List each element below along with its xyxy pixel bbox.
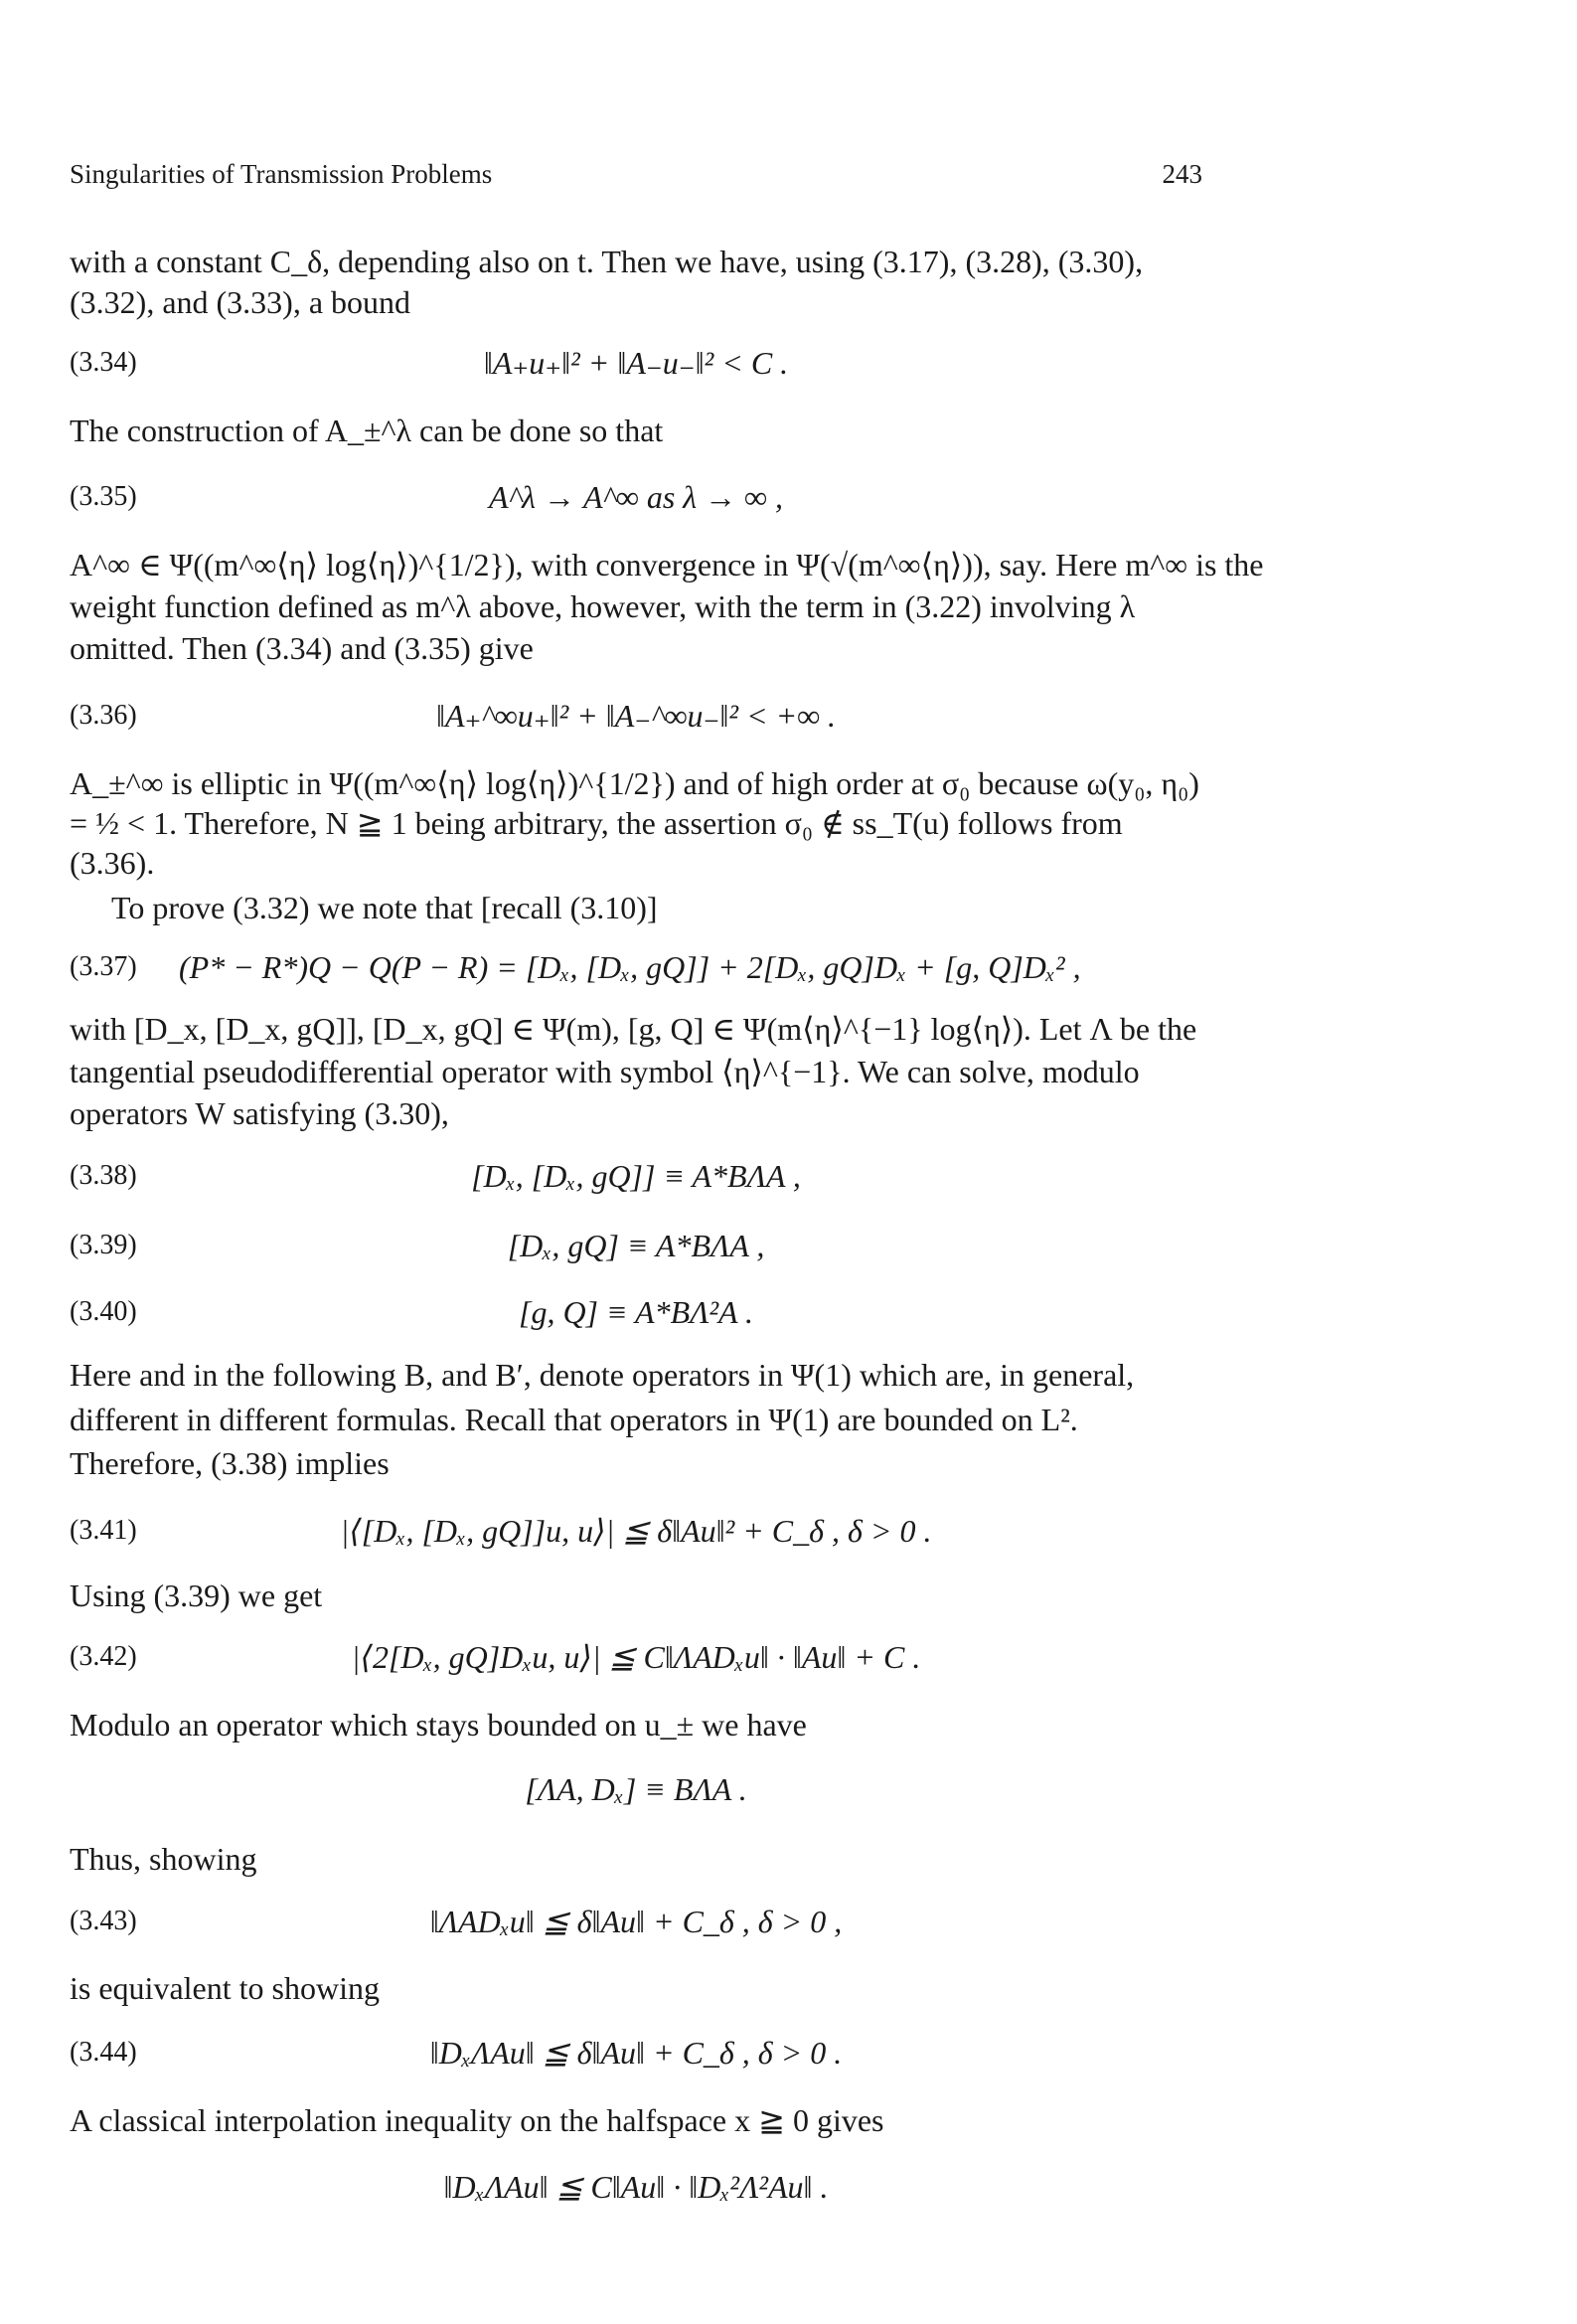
equation-expression: ‖DₓΛAu‖ ≦ C‖Au‖ · ‖Dₓ²Λ²Au‖ . [443, 2169, 829, 2205]
equation-number: (3.37) [70, 951, 137, 982]
text-line: (3.36). [70, 845, 155, 881]
text-line: (3.32), and (3.33), a bound [70, 284, 411, 320]
text-line: Using (3.39) we get [70, 1577, 323, 1613]
equation-number: (3.40) [70, 1296, 137, 1327]
text-line: A classical interpolation inequality on the halfspace x ≧ 0 gives [70, 2102, 884, 2138]
equation-number: (3.43) [70, 1906, 137, 1936]
equation-expression: ‖A₊u₊‖² + ‖A₋u₋‖² < C . [483, 345, 789, 381]
equation-3-37 [70, 947, 1202, 987]
equation-expression: ‖ΛADₓu‖ ≦ δ‖Au‖ + C_δ , δ > 0 , [429, 1904, 843, 1939]
equation-expression: (P* − R*)Q − Q(P − R) = [Dₓ, [Dₓ, gQ]] + 2[Dₓ, gQ]Dₓ + [g, Q]Dₓ² , [179, 949, 1081, 985]
text-line: Modulo an operator which stays bounded on u_± we have [70, 1707, 807, 1743]
text-line: omitted. Then (3.34) and (3.35) give [70, 630, 534, 666]
equation-3-36 [70, 696, 1202, 736]
text-line: operators W satisfying (3.30), [70, 1095, 449, 1131]
equation-3-42 [70, 1637, 1202, 1677]
equation-3-40 [70, 1292, 1202, 1332]
equation-number: (3.39) [70, 1230, 137, 1260]
equation-expression: |⟨2[Dₓ, gQ]Dₓu, u⟩| ≦ C‖ΛADₓu‖ · ‖Au‖ + C . [351, 1639, 921, 1675]
equation-3-39 [70, 1226, 1202, 1265]
equation-expression: ‖A₊^∞u₊‖² + ‖A₋^∞u₋‖² < +∞ . [436, 698, 836, 734]
page-number: 243 [1162, 159, 1202, 189]
equation-expression: A^λ → A^∞ as λ → ∞ , [489, 479, 783, 515]
text-line: The construction of A_±^λ can be done so that [70, 413, 664, 448]
text-line: with [D_x, [D_x, gQ]], [D_x, gQ] ∈ Ψ(m), [g, Q] ∈ Ψ(m⟨η⟩^{−1} log⟨η⟩). Let Λ be the [70, 1011, 1197, 1047]
text-line: weight function defined as m^λ above, however, with the term in (3.22) involving λ [70, 588, 1136, 624]
equation-expression: |⟨[Dₓ, [Dₓ, gQ]]u, u⟩| ≦ δ‖Au‖² + C_δ , δ > 0 . [340, 1513, 932, 1549]
equation-3-41 [70, 1511, 1202, 1551]
equation-number: (3.38) [70, 1160, 137, 1191]
text-line: To prove (3.32) we note that [recall (3.10)] [111, 890, 658, 925]
text-line: A^∞ ∈ Ψ((m^∞⟨η⟩ log⟨η⟩)^{1/2}), with convergence in Ψ(√(m^∞⟨η⟩)), say. Here m^∞ is the [70, 547, 1264, 582]
equation-3-43 [70, 1902, 1202, 1941]
equation-number: (3.44) [70, 2037, 137, 2068]
equation-number: (3.35) [70, 481, 137, 512]
equation-number: (3.42) [70, 1641, 137, 1672]
equation-expression: ‖DₓΛAu‖ ≦ δ‖Au‖ + C_δ , δ > 0 . [429, 2035, 843, 2071]
text-line: different in different formulas. Recall that operators in Ψ(1) are bounded on L². [70, 1402, 1078, 1437]
equation-3-34 [70, 343, 1202, 383]
text-line: = ½ < 1. Therefore, N ≧ 1 being arbitrary, the assertion σ₀ ∉ ss_T(u) follows from [70, 805, 1123, 841]
equation-unnumbered-commutator [70, 1769, 1202, 1809]
equation-3-38 [70, 1156, 1202, 1196]
text-line: Thus, showing [70, 1841, 257, 1877]
running-header [70, 159, 1202, 199]
equation-number: (3.36) [70, 700, 137, 731]
text-line: is equivalent to showing [70, 1970, 380, 2006]
equation-expression: [Dₓ, gQ] ≡ A*BΛA , [507, 1228, 765, 1263]
text-line: Here and in the following B, and B′, denote operators in Ψ(1) which are, in general, [70, 1357, 1135, 1393]
text-line: tangential pseudodifferential operator with symbol ⟨η⟩^{−1}. We can solve, modulo [70, 1054, 1140, 1089]
text-line: Therefore, (3.38) implies [70, 1445, 390, 1481]
equation-expression: [Dₓ, [Dₓ, gQ]] ≡ A*BΛA , [471, 1158, 801, 1194]
text-line: with a constant C_δ, depending also on t. Then we have, using (3.17), (3.28), (3.30), [70, 244, 1144, 279]
running-title: Singularities of Transmission Problems [70, 159, 493, 189]
equation-number: (3.34) [70, 347, 137, 378]
equation-3-44 [70, 2033, 1202, 2073]
text-line: A_±^∞ is elliptic in Ψ((m^∞⟨η⟩ log⟨η⟩)^{1/2}) and of high order at σ₀ because ω(y₀, η₀) [70, 765, 1199, 801]
equation-expression: [g, Q] ≡ A*BΛ²A . [518, 1294, 753, 1330]
equation-number: (3.41) [70, 1515, 137, 1546]
equation-expression: [ΛA, Dₓ] ≡ BΛA . [525, 1771, 747, 1807]
equation-3-35 [70, 477, 1202, 517]
equation-unnumbered-interpolation [70, 2167, 1202, 2207]
